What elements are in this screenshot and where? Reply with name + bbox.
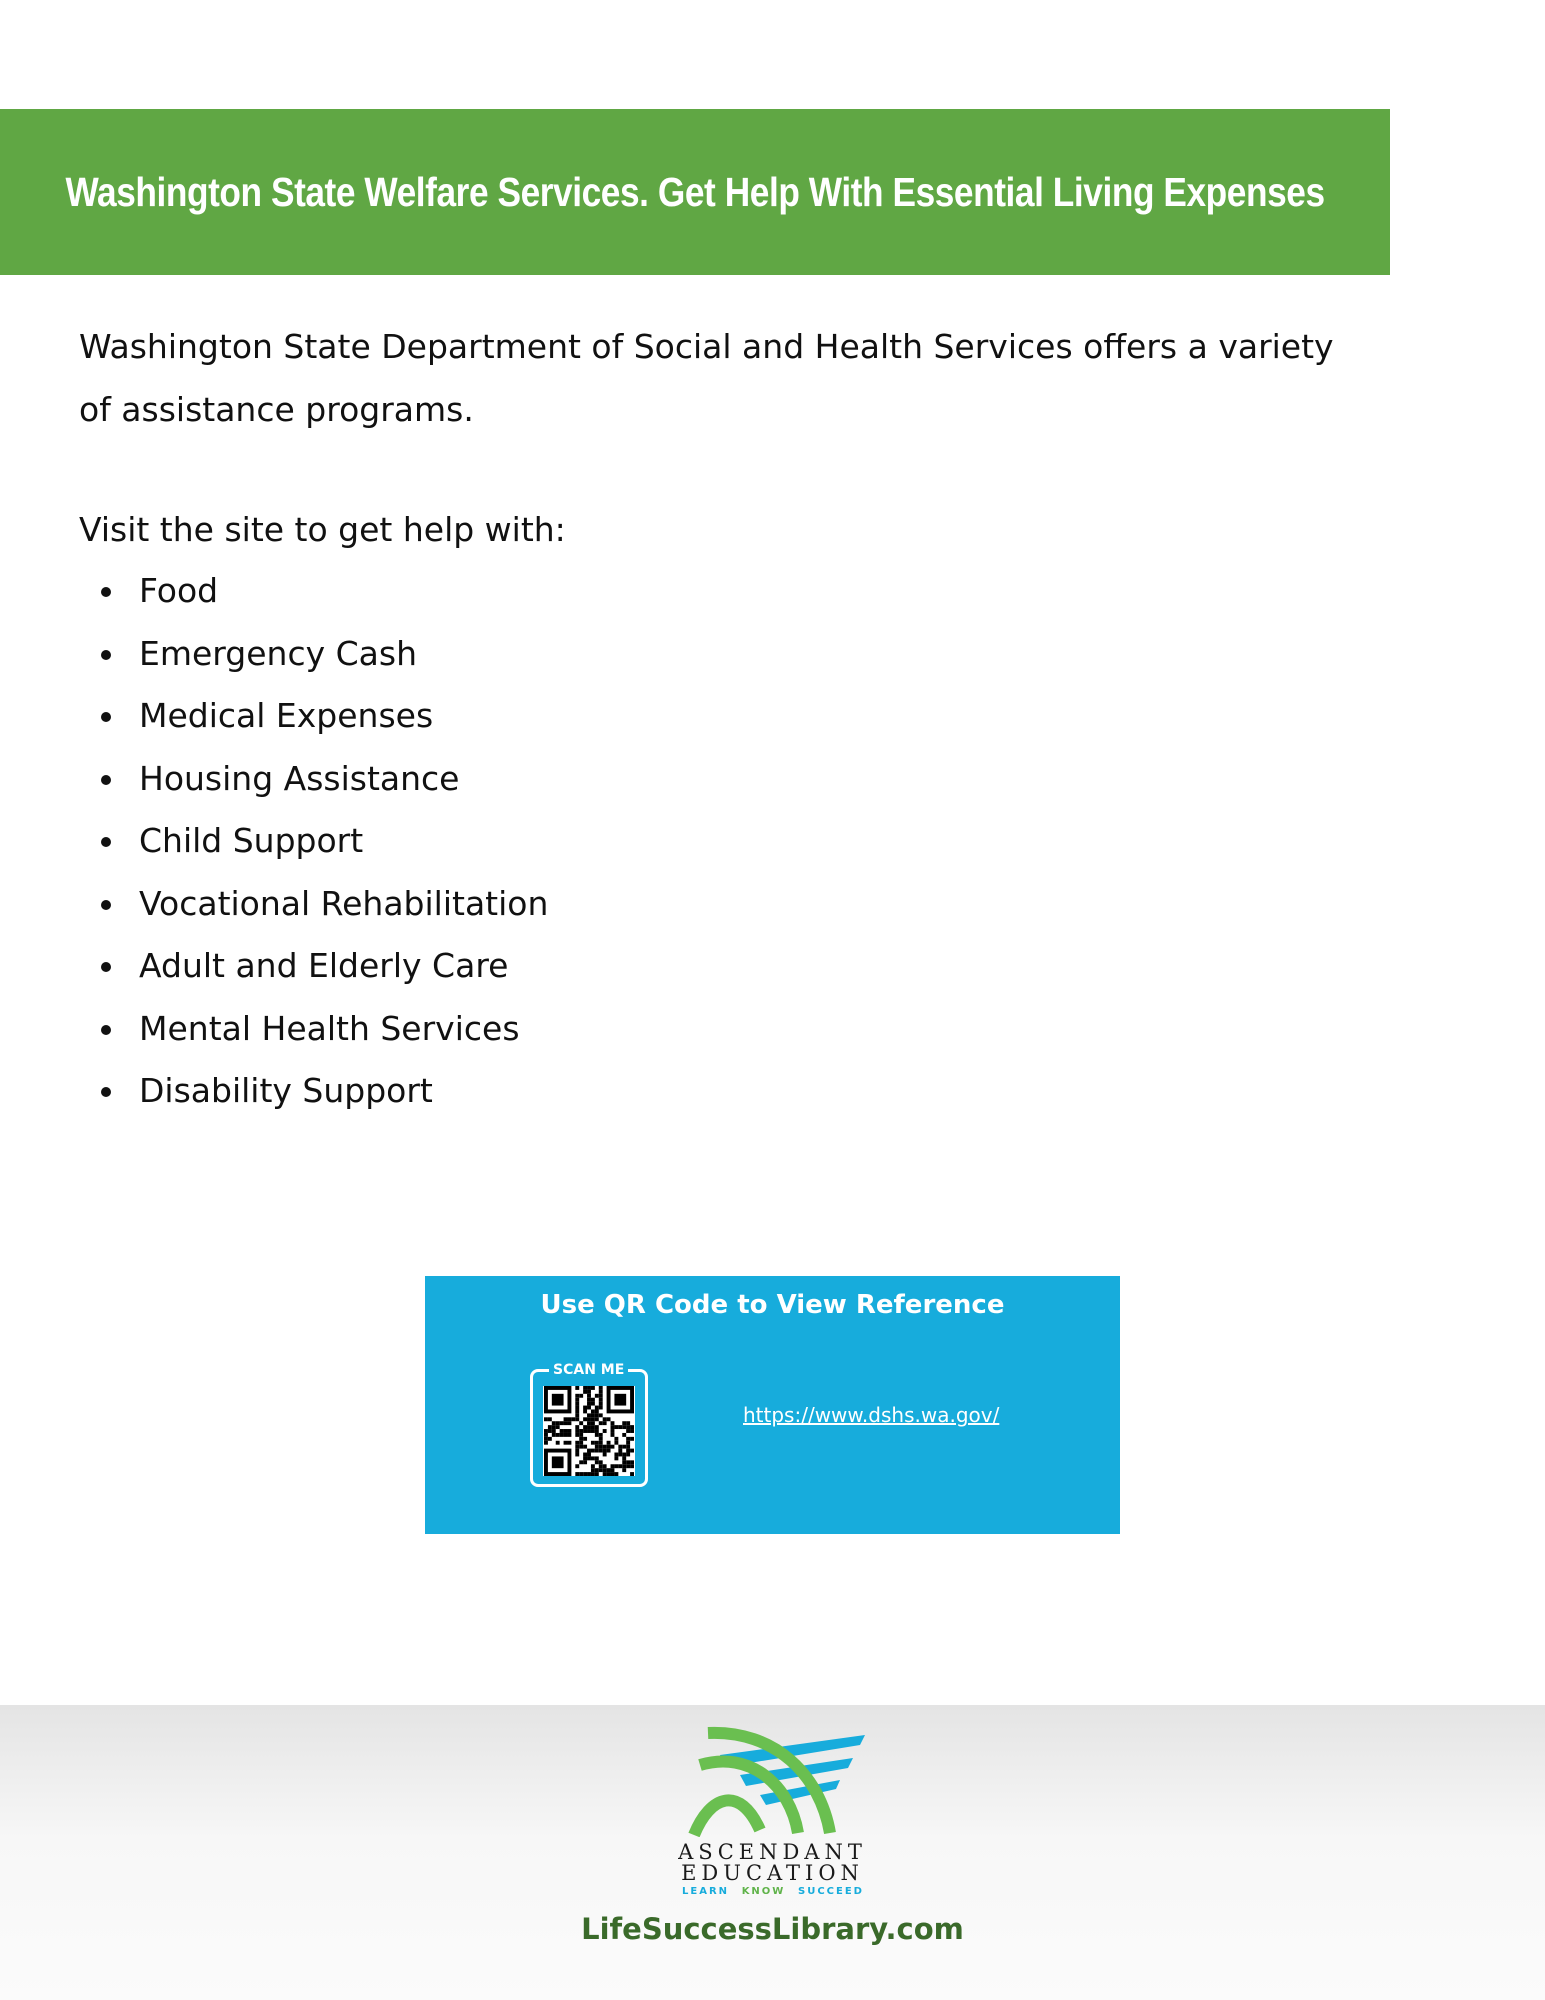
bullet-icon [101,900,111,910]
ascendant-education-logo-icon [680,1725,870,1837]
list-item [79,935,548,998]
qr-code-icon[interactable] [543,1386,635,1476]
brand-name-line2: EDUCATION [681,1861,864,1885]
qr-reference-panel [425,1276,1120,1534]
list-item [79,685,548,748]
list-item [79,1060,548,1123]
intro-paragraph: Washington State Department of Social and Health Services offers a variety of assistance programs. [79,327,1334,429]
list-item [79,873,548,936]
list-item-label: Child Support [139,821,364,860]
bullet-icon [101,837,111,847]
bullet-icon [101,775,111,785]
footer-site-url: LifeSuccessLibrary.com [581,1912,964,1946]
list-item-label: Housing Assistance [139,758,460,798]
tagline-know: KNOW [741,1886,786,1897]
list-item-label: Emergency Cash [139,633,417,673]
bullet-icon [101,587,111,597]
list-item-label: Disability Support [139,1071,433,1110]
help-list [79,560,548,1123]
list-item-label: Adult and Elderly Care [139,946,509,985]
header-banner [0,109,1390,275]
qr-panel-heading: Use QR Code to View Reference [540,1290,1005,1320]
help-lead-text: Visit the site to get help with: [79,510,566,549]
list-item-label: Food [139,571,219,610]
list-item-label: Medical Expenses [139,696,434,735]
brand-name-line1: ASCENDANT [678,1840,867,1864]
list-item [79,998,548,1061]
tagline-succeed: SUCCEED [798,1886,864,1897]
bullet-icon [101,1087,111,1097]
list-item [79,560,548,623]
scan-me-label: SCAN ME [549,1360,628,1380]
bullet-icon [101,1025,111,1035]
page-footer [0,1705,1545,2000]
list-item-label: Mental Health Services [139,1008,520,1048]
brand-tagline [682,1886,864,1897]
list-item-label: Vocational Rehabilitation [139,883,549,923]
list-item [79,810,548,873]
dshs-website-link[interactable]: https://www.dshs.wa.gov/ [743,1403,1000,1427]
bullet-icon [101,712,111,722]
list-item [79,623,548,686]
bullet-icon [101,650,111,660]
qr-code-frame[interactable] [530,1362,648,1487]
bullet-icon [101,962,111,972]
list-item [79,748,548,811]
page-title: Washington State Welfare Services. Get Help With Essential Living Expenses [65,168,1325,215]
tagline-learn: LEARN [682,1886,730,1897]
